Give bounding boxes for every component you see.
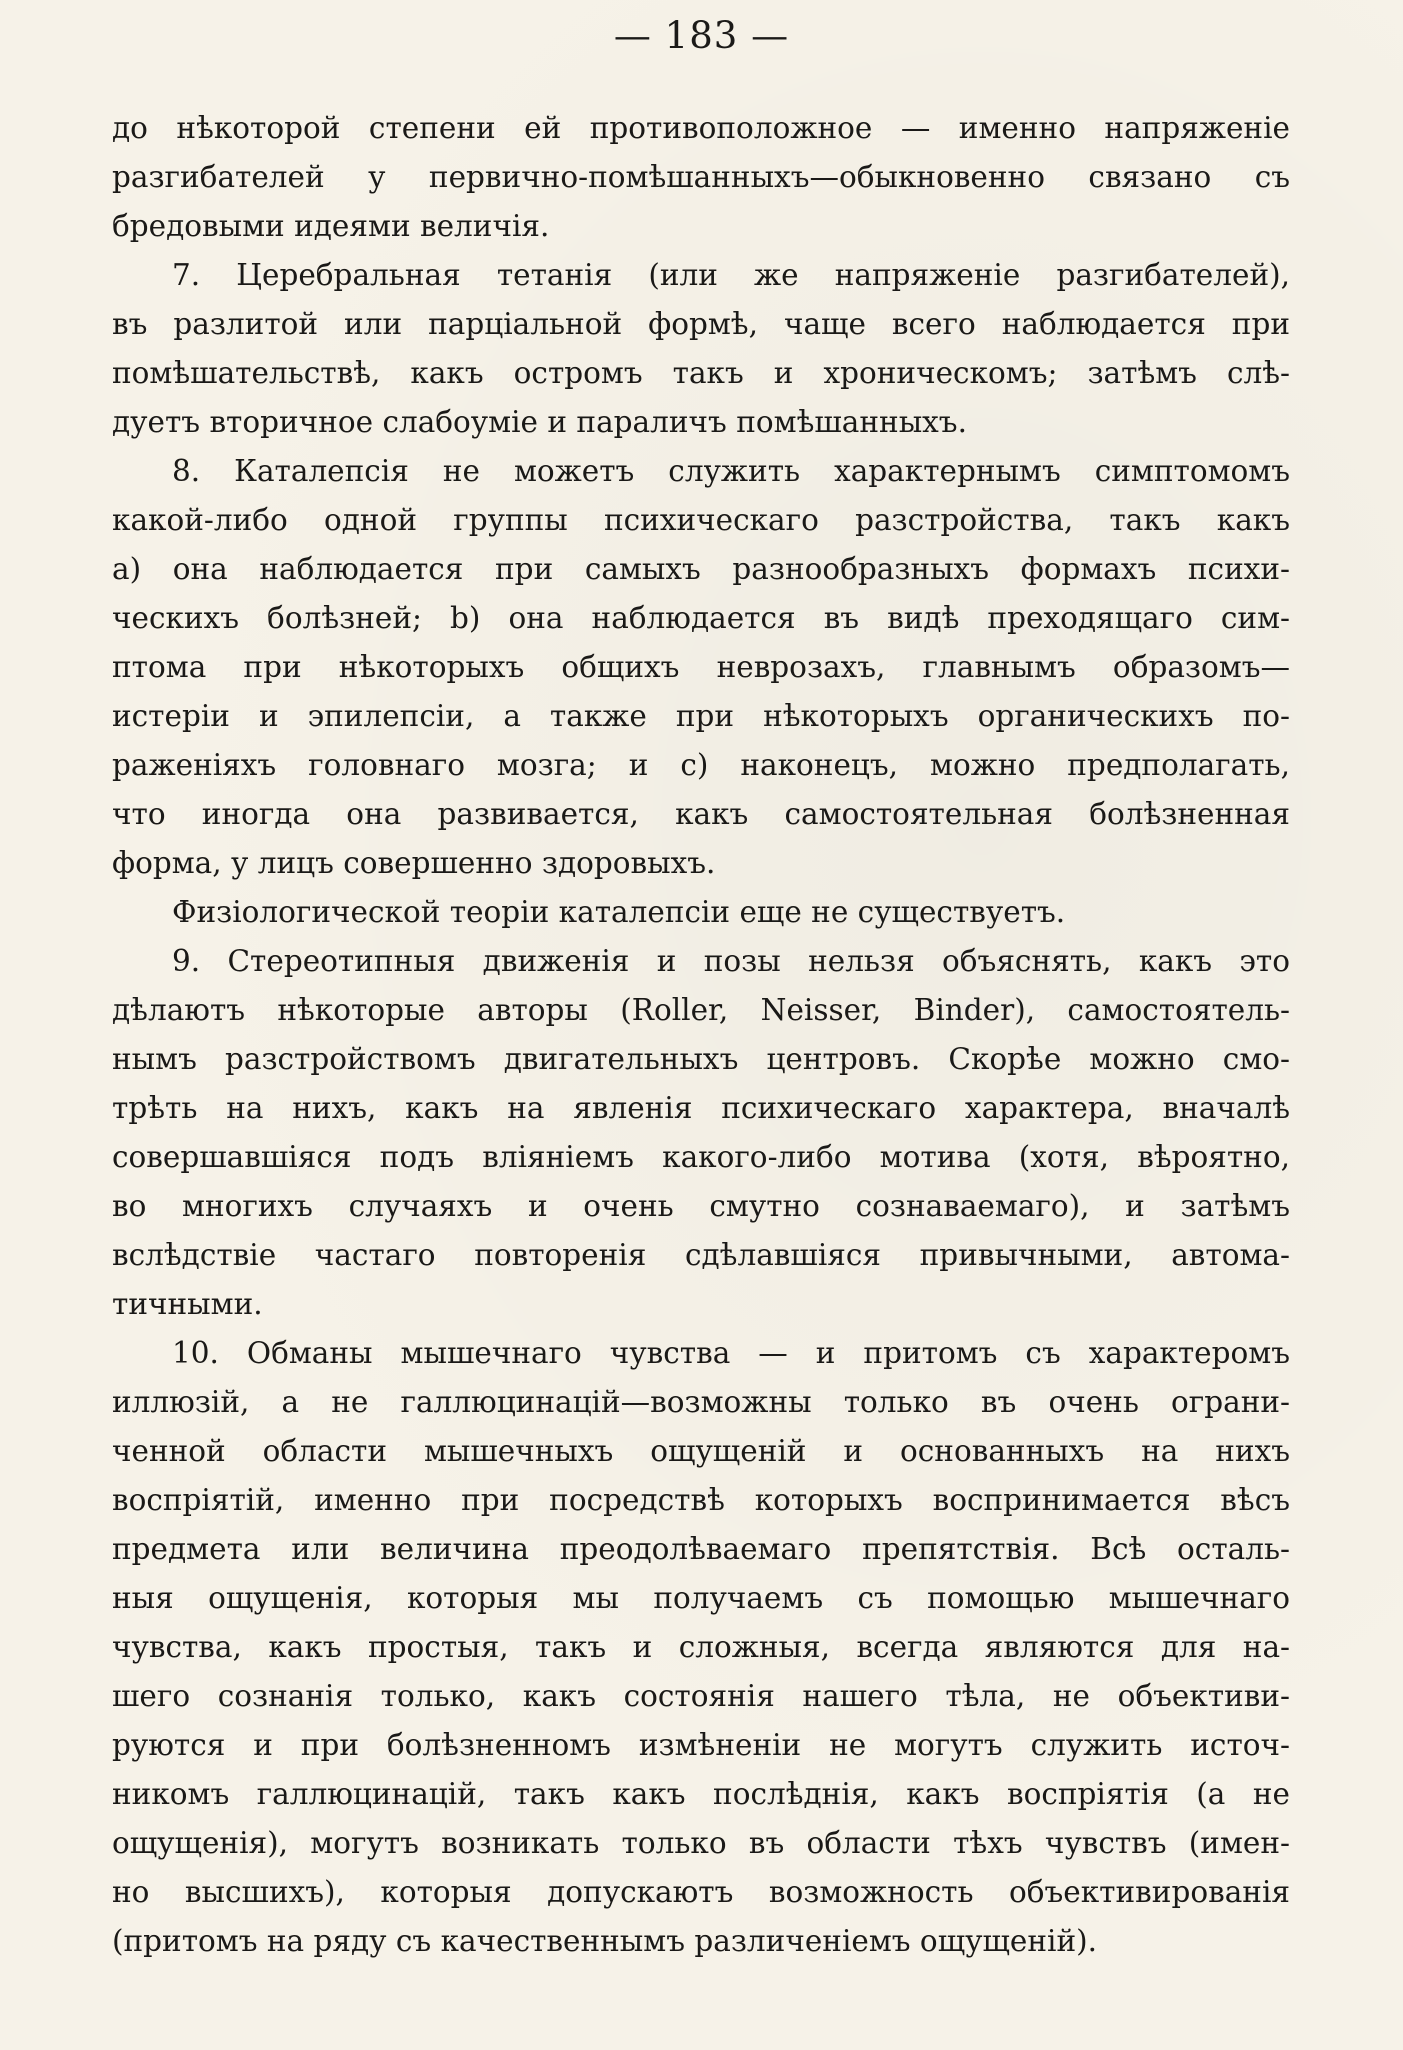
text-line: воспріятій, именно при посредствѣ которыхъ воспринимается вѣсъ <box>112 1483 1290 1517</box>
text-line: иллюзій, а не галлюцинацій—возможны только въ очень ограни- <box>112 1385 1290 1419</box>
text-line: трѣть на нихъ, какъ на явленія психическаго характера, вначалѣ <box>112 1091 1290 1125</box>
text-line: но высшихъ), которыя допускаютъ возможность объективированія <box>112 1875 1290 1909</box>
text-line: нымъ разстройствомъ двигательныхъ центровъ. Скорѣе можно смо- <box>112 1042 1290 1076</box>
text-line: ческихъ болѣзней; b) она наблюдается въ видѣ преходящаго сим- <box>112 601 1290 635</box>
text-line: 9. Стереотипныя движенія и позы нельзя объяснять, какъ это <box>172 944 1290 978</box>
text-line: въ разлитой или парціальной формѣ, чаще всего наблюдается при <box>112 307 1290 341</box>
text-line: никомъ галлюцинацій, такъ какъ послѣднія, какъ воспріятія (а не <box>112 1777 1290 1811</box>
text-line: истеріи и эпилепсіи, а также при нѣкоторыхъ органическихъ по- <box>112 699 1290 733</box>
text-line: во многихъ случаяхъ и очень смутно сознаваемаго), и затѣмъ <box>112 1189 1290 1223</box>
text-line: бредовыми идеями величія. <box>112 209 550 243</box>
text-line: 7. Церебральная тетанія (или же напряженіе разгибателей), <box>172 258 1290 292</box>
text-line: помѣшательствѣ, какъ остромъ такъ и хроническомъ; затѣмъ слѣ- <box>112 356 1290 390</box>
text-line: a) она наблюдается при самыхъ разнообразныхъ формахъ психи- <box>112 552 1290 586</box>
page-number: — 183 — <box>613 14 790 57</box>
text-line: шего сознанія только, какъ состоянія нашего тѣла, не объективи- <box>112 1679 1290 1713</box>
text-line: Физіологической теоріи каталепсіи еще не существуетъ. <box>172 895 1066 929</box>
text-line: птома при нѣкоторыхъ общихъ неврозахъ, главнымъ образомъ— <box>112 650 1290 684</box>
text-line: дѣлаютъ нѣкоторые авторы (Roller, Neisser, Binder), самостоятель- <box>112 993 1290 1027</box>
text-line: до нѣкоторой степени ей противоположное — именно напряженіе <box>112 111 1290 145</box>
text-line: 10. Обманы мышечнаго чувства — и притомъ съ характеромъ <box>172 1336 1290 1370</box>
text-line: чувства, какъ простыя, такъ и сложныя, всегда являются для на- <box>112 1630 1290 1664</box>
text-line: руются и при болѣзненномъ измѣненіи не могутъ служить источ- <box>112 1728 1290 1762</box>
text-line: 8. Каталепсія не можетъ служить характернымъ симптомомъ <box>172 454 1290 488</box>
text-line: вслѣдствіе частаго повторенія сдѣлавшіяся привычными, автома- <box>112 1238 1290 1272</box>
text-line: ныя ощущенія, которыя мы получаемъ съ помощью мышечнаго <box>112 1581 1290 1615</box>
text-line: ощущенія), могутъ возникать только въ области тѣхъ чувствъ (имен- <box>112 1826 1290 1860</box>
body-text <box>112 104 1290 1966</box>
text-line: совершавшіяся подъ вліяніемъ какого-либо мотива (хотя, вѣроятно, <box>112 1140 1290 1174</box>
text-line: раженіяхъ головнаго мозга; и c) наконецъ, можно предполагать, <box>112 748 1290 782</box>
text-line: тичными. <box>112 1287 263 1321</box>
text-line: предмета или величина преодолѣваемаго препятствія. Всѣ осталь- <box>112 1532 1290 1566</box>
text-line: ченной области мышечныхъ ощущеній и основанныхъ на нихъ <box>112 1434 1290 1468</box>
text-line: что иногда она развивается, какъ самостоятельная болѣзненная <box>112 797 1290 831</box>
text-line: форма, у лицъ совершенно здоровыхъ. <box>112 846 716 880</box>
text-line: какой-либо одной группы психическаго разстройства, такъ какъ <box>112 503 1290 537</box>
text-line: разгибателей у первично-помѣшанныхъ—обыкновенно связано съ <box>112 160 1290 194</box>
text-line: дуетъ вторичное слабоуміе и параличъ помѣшанныхъ. <box>112 405 967 439</box>
text-line: (притомъ на ряду съ качественнымъ различеніемъ ощущеній). <box>112 1924 1098 1958</box>
